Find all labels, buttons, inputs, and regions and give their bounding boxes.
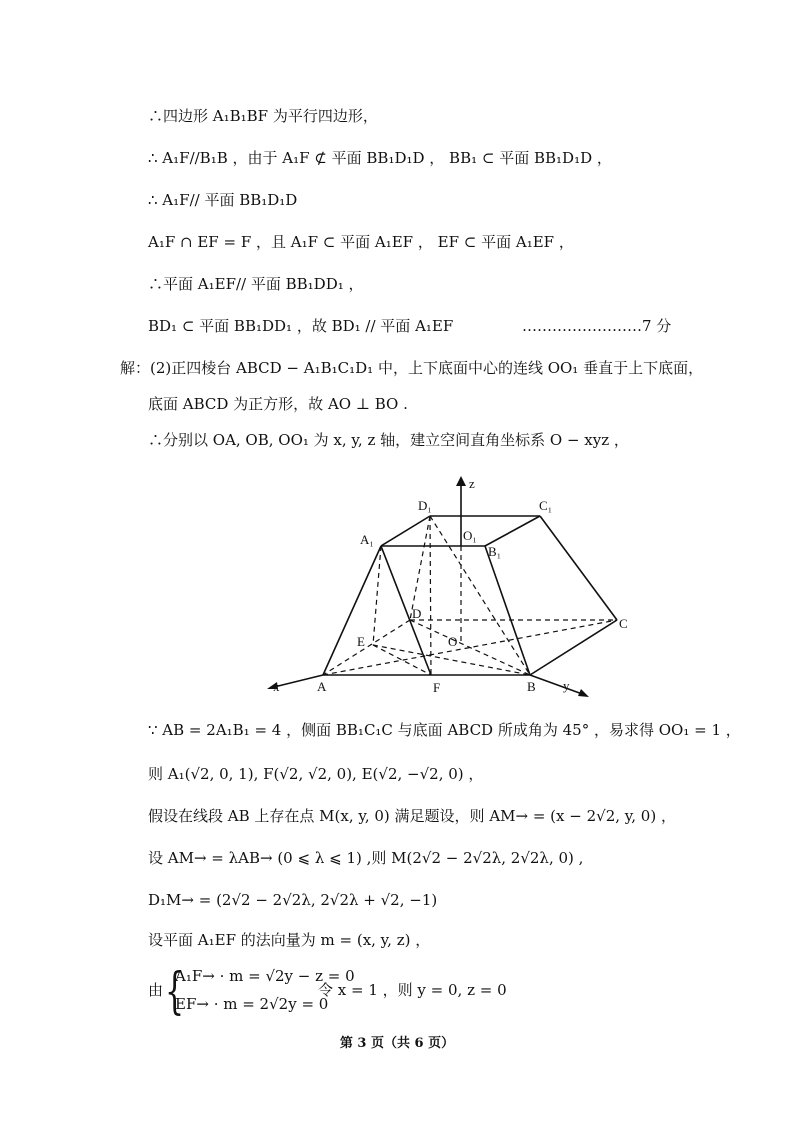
text-line-8: 底面 ABCD 为正方形，故 AO ⊥ BO . <box>148 395 408 413</box>
label-o: O <box>448 634 458 649</box>
label-a: A <box>317 679 327 694</box>
label-b1: B₁ <box>488 544 502 559</box>
text-line-10: ∵ AB = 2A₁B₁ = 4 ，侧面 BB₁C₁C 与底面 ABCD 所成角为 45° ，易求得 OO₁ = 1 ， <box>148 721 741 739</box>
edge-c1-c <box>540 516 617 620</box>
label-d1: D₁ <box>418 498 432 513</box>
y-axis <box>530 675 585 695</box>
y-axis-arrow <box>578 689 589 697</box>
label-b: B <box>527 679 536 694</box>
text-line-5: ∴平面 A₁EF// 平面 BB₁DD₁ ， <box>148 275 364 293</box>
edge-e-b <box>373 645 530 675</box>
system-equation-1: A₁F→ · m = √2y − z = 0 <box>175 967 355 985</box>
text-line-12: 假设在线段 AB 上存在点 M(x, y, 0) 满足题设，则 AM→ = (x − 2√2, y, 0) ， <box>148 807 676 825</box>
system-equation-2: EF→ · m = 2√2y = 0 <box>175 995 329 1013</box>
text-line-2: ∴ A₁F//B₁B ，由于 A₁F ⊄ 平面 BB₁D₁D ， BB₁ ⊂ 平面 BB₁D₁D ， <box>148 149 612 167</box>
label-c1: C₁ <box>539 498 553 513</box>
label-d: D <box>412 606 422 621</box>
edge-d1-d <box>410 516 430 620</box>
text-line-3: ∴ A₁F// 平面 BB₁D₁D <box>148 191 298 209</box>
label-x: x <box>273 679 280 694</box>
edge-a1-a <box>323 546 381 675</box>
edge-d1-f <box>430 516 431 675</box>
score-marker: ……………………7 分 <box>522 317 672 335</box>
text-line-14: D₁M→ = (2√2 − 2√2λ, 2√2λ + √2, −1) <box>148 891 438 909</box>
edge-e-f <box>373 645 431 675</box>
edge-b1-b <box>485 546 530 675</box>
frustum-figure <box>255 470 628 705</box>
label-o1: O₁ <box>463 528 477 543</box>
label-e: E <box>357 634 365 649</box>
label-f: F <box>433 680 441 695</box>
text-line-11: 则 A₁(√2, 0, 1), F(√2, √2, 0), E(√2, −√2, 0) ， <box>148 765 484 783</box>
text-line-6: BD₁ ⊂ 平面 BB₁DD₁ ，故 BD₁ // 平面 A₁EF <box>148 317 454 335</box>
text-line-1: ∴四边形 A₁B₁BF 为平行四边形， <box>148 107 378 125</box>
label-z: z <box>469 476 475 491</box>
label-a1: A₁ <box>360 532 374 547</box>
solution-part-2: 解：(2)正四棱台 ABCD − A₁B₁C₁D₁ 中，上下底面中心的连线 OO₁ 垂直于上下底面， <box>120 359 704 377</box>
page-footer: 第 3 页（共 6 页） <box>339 1036 455 1051</box>
text-line-13: 设 AM→ = λAB→ (0 ⩽ λ ⩽ 1) ,则 M(2√2 − 2√2λ, 2√2λ, 0) , <box>148 849 584 867</box>
text-line-4: A₁F ∩ EF = F ，且 A₁F ⊂ 平面 A₁EF ， EF ⊂ 平面 A₁EF ， <box>148 233 574 251</box>
text-line-15: 设平面 A₁EF 的法向量为 m = (x, y, z) ， <box>148 931 431 949</box>
text-line-16: 令 x = 1 ，则 y = 0, z = 0 <box>318 981 507 999</box>
z-axis-arrow <box>456 476 466 486</box>
system-prefix: 由 <box>148 981 164 999</box>
edge-d1-b <box>430 516 530 675</box>
edge-c1-b1 <box>485 516 540 546</box>
system-brace: { <box>165 962 185 1020</box>
label-y: y <box>563 678 570 693</box>
text-line-9: ∴分别以 OA, OB, OO₁ 为 x, y, z 轴，建立空间直角坐标系 O − xyz ， <box>148 431 629 449</box>
edge-a1-d1 <box>381 516 430 546</box>
label-c: C <box>619 616 628 631</box>
